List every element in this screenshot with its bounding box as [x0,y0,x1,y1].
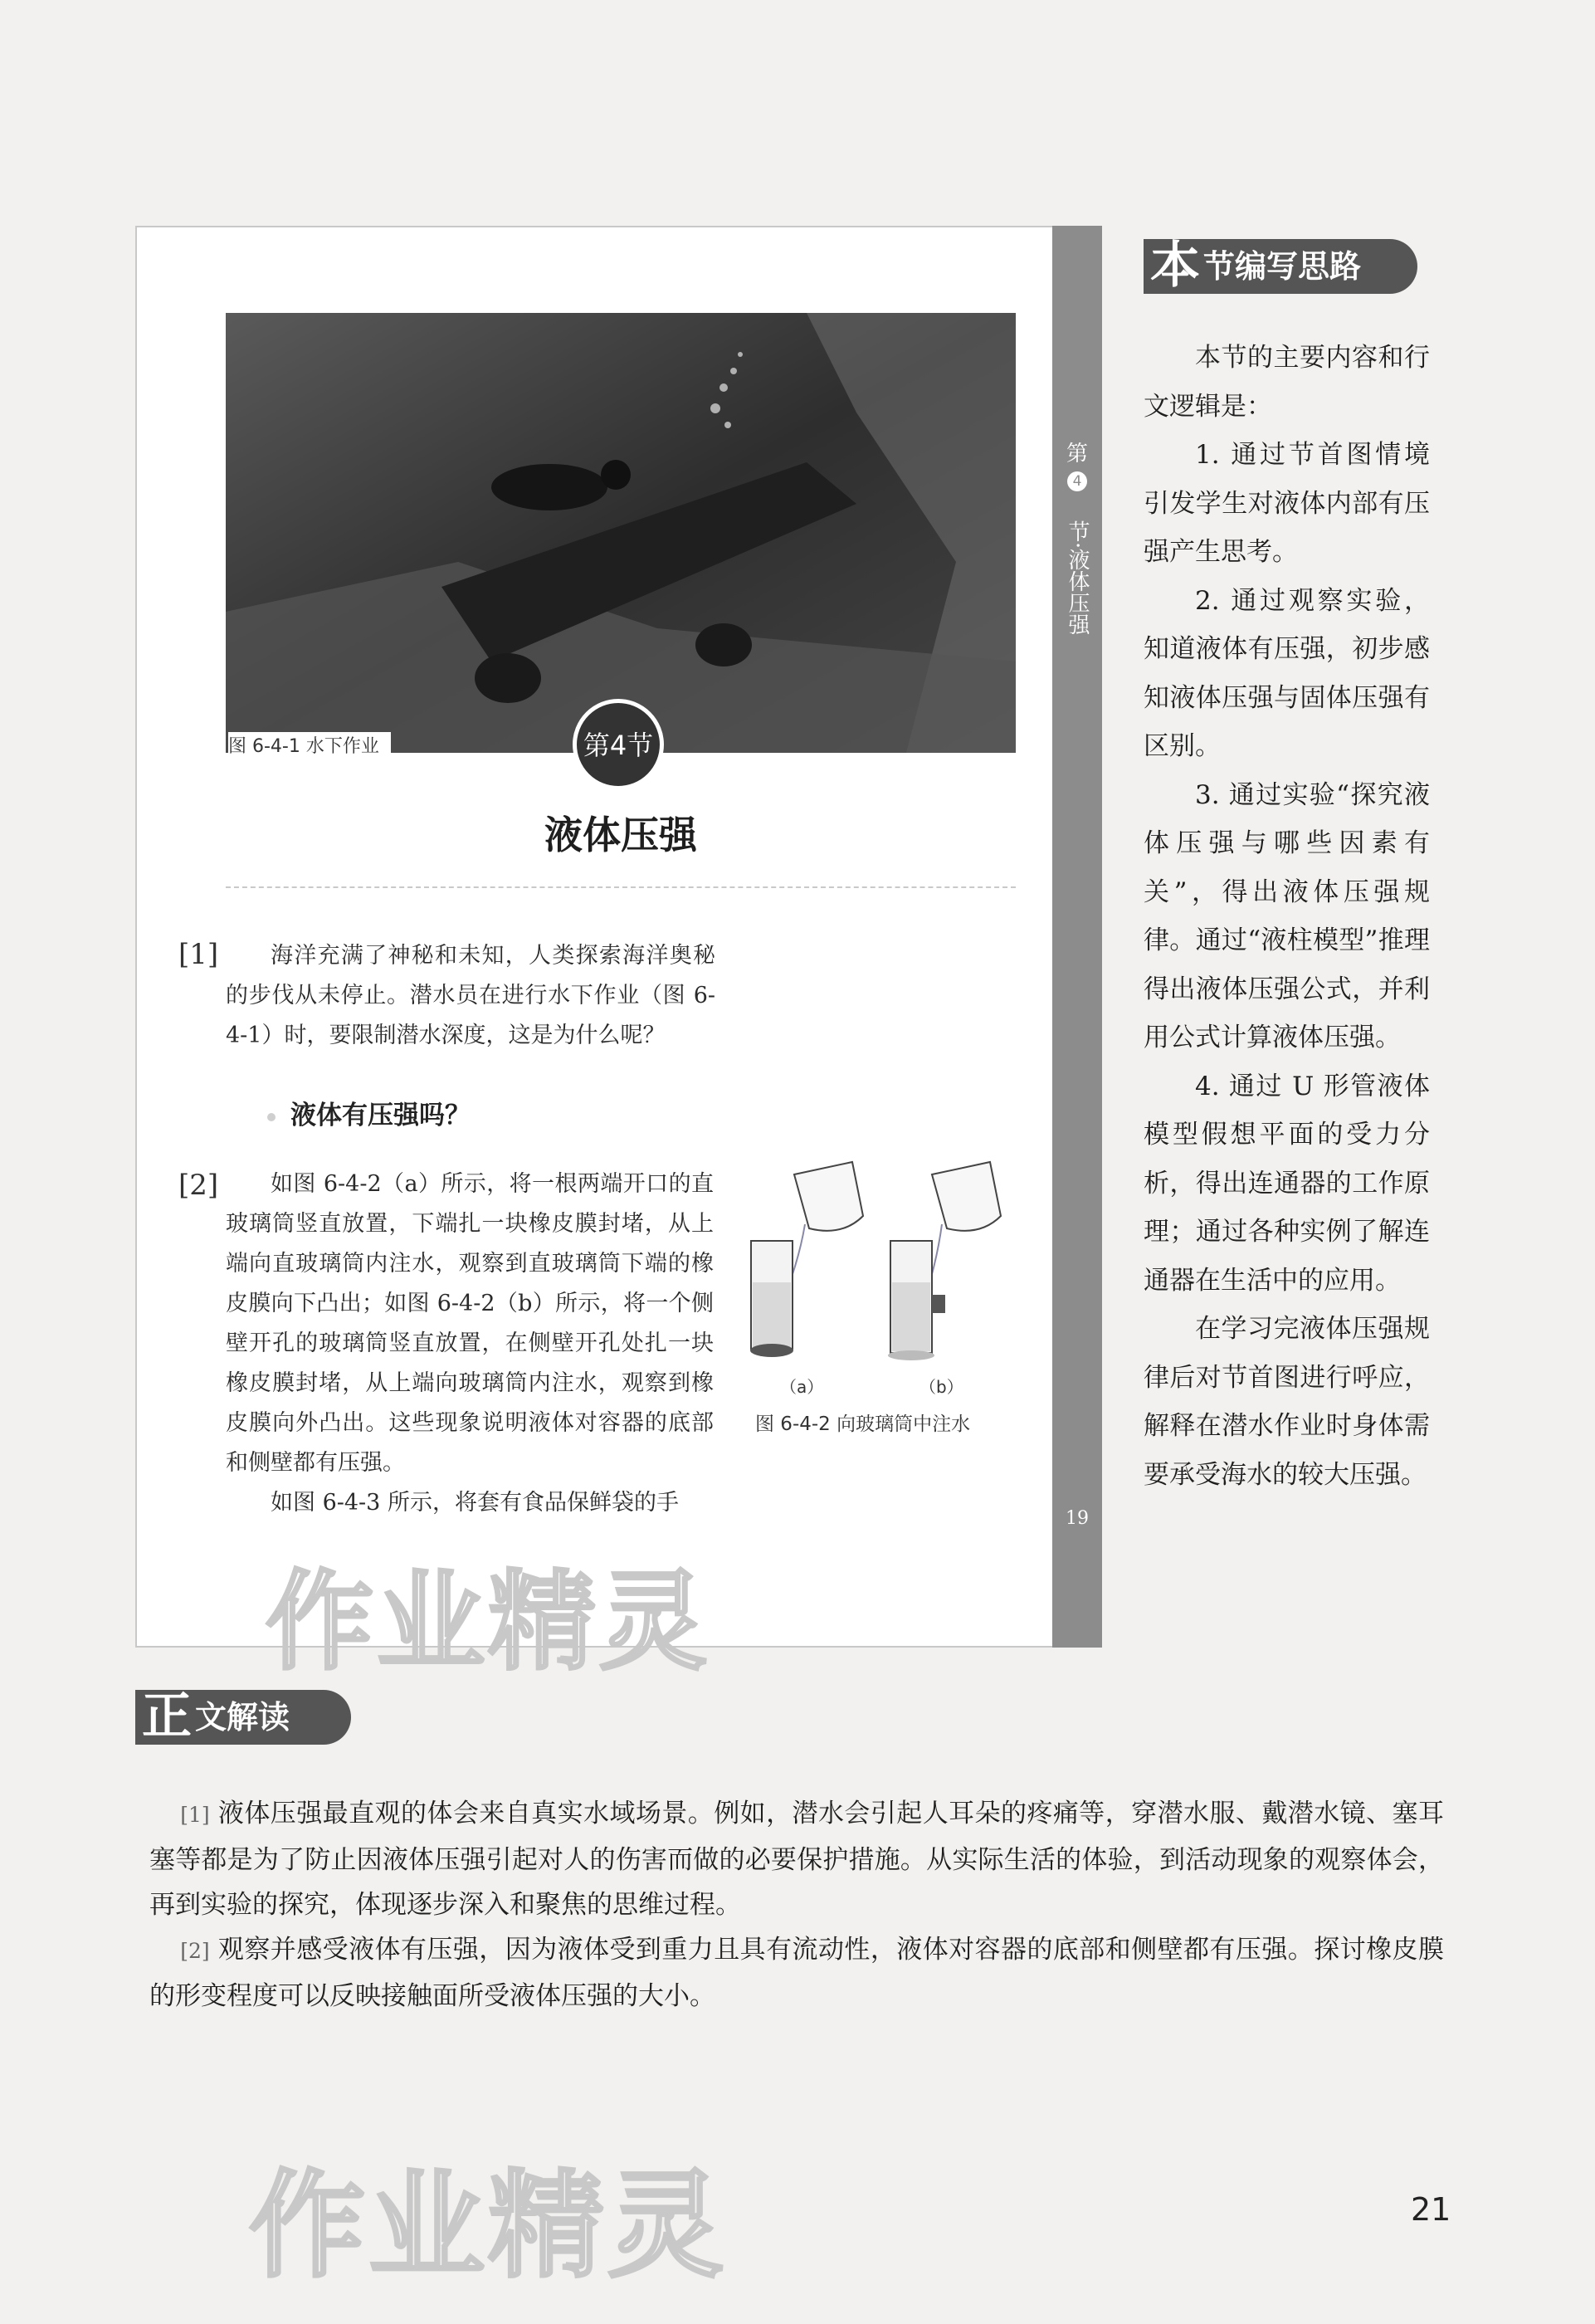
title-divider [226,886,1016,888]
text-interpretation-tag [135,1687,351,1745]
tag-title: 节编写思路 [1203,248,1362,285]
experiment-paragraph: 如图 6-4-2（a）所示，将一根两端开口的直玻璃筒竖直放置，下端扎一块橡皮膜封堵，从上端向直玻璃筒内注水，观察到直玻璃筒下端的橡皮膜向下凸出；如图 6-4-2（b）所示，将一个侧壁开孔的玻璃筒竖直放置，在侧壁开孔处扎一块橡皮膜封堵，从上端向玻璃筒内注水，观察到橡皮膜向外凸出。这些现象说明液体对容器的底部和侧壁都有压强。 [226,1171,714,1476]
section-title: 液体压强 [544,813,697,857]
sidebar-section-title [1052,442,1102,661]
figure-6-4-2-caption: 图 6-4-2 向玻璃筒中注水 [755,1413,971,1435]
approach-paragraph: 1. 通过节首图情境引发学生对液体内部有压强产生思考。 [1144,440,1430,567]
marker-2: [2] [178,1169,219,1202]
page-number: 21 [1411,2191,1451,2228]
watermark-bottom: 作业精灵 [249,2159,728,2294]
continued-paragraph: 如图 6-4-3 所示，将套有食品保鲜袋的手 [271,1490,679,1516]
subsection-heading-text: 液体有压强吗？ [290,1101,471,1130]
approach-paragraph: 本节的主要内容和行文逻辑是： [1144,343,1430,422]
interpretation-text [149,1791,1444,2019]
interpretation-item [149,1791,1444,1927]
figure-6-4-2-diagram [743,1158,1017,1399]
approach-paragraph: 3. 通过实验“探究液体压强与哪些因素有关”，得出液体压强规律。通过“液柱模型”推理得出液体压强公式，并利用公式计算液体压强。 [1144,779,1430,1052]
tag-big-char: 本 [1150,237,1200,295]
writing-approach-text [1144,334,1430,1499]
interpretation-body: 观察并感受液体有压强，因为液体受到重力且具有流动性，液体对容器的底部和侧壁都有压强。探讨橡皮膜的形变程度可以反映接触面所受液体压强的大小。 [149,1935,1444,2011]
approach-paragraph: 在学习完液体压强规律后对节首图进行呼应，解释在潜水作业时身体需要承受海水的较大压强。 [1144,1314,1430,1490]
tag-title: 文解读 [195,1699,290,1736]
section-number-badge [573,699,664,790]
subsection-heading [267,1094,471,1131]
interpretation-ref: [2] [180,1939,210,1963]
intro-paragraph: 海洋充满了神秘和未知，人类探索海洋奥秘的步伐从未停止。潜水员在进行水下作业（图 6-4-1）时，要限制潜水深度，这是为什么呢？ [226,943,715,1048]
interpretation-body: 液体压强最直观的体会来自真实水域场景。例如，潜水会引起人耳朵的疼痛等，穿潜水服、戴潜水镜、塞耳塞等都是为了防止因液体压强引起对人的伤害而做的必要保护措施。从实际生活的体验，到活动现象的观察体会，再到实验的探究，体现逐步深入和聚焦的思维过程。 [149,1799,1444,1920]
beaker-b-icon [932,1162,1001,1274]
bullet-dot [267,1113,276,1121]
tube-b-icon [888,1241,945,1360]
beaker-a-icon [793,1162,863,1274]
sidebar-title-pre: 第 [1066,442,1088,466]
tag-big-char: 正 [142,1687,192,1745]
marker-1: [1] [178,938,219,971]
section-badge-text: 第4节 [583,730,654,761]
approach-paragraph: 4. 通过 U 形管液体模型假想平面的受力分析，得出连通器的工作原理；通过各种实例了解连通器在生活中的应用。 [1144,1071,1430,1296]
interpretation-item [149,1927,1444,2019]
watermark-top: 作业精灵 [266,1559,711,1685]
sidebar-section-number: 4 [1067,471,1087,491]
chapter-sidebar [1052,226,1102,1648]
approach-paragraph: 2. 通过观察实验，知道液体有压强，初步感知液体压强与固体压强有区别。 [1144,585,1430,761]
figure-part-b-label: （b） [919,1377,963,1397]
figure-part-a-label: （a） [780,1377,824,1397]
sidebar-title-post: 节·液体压强 [1065,520,1090,636]
writing-approach-tag [1144,239,1417,294]
interpretation-ref: [1] [180,1803,210,1827]
underwater-diver-photo [226,313,1016,753]
figure-6-4-1-caption: 图 6-4-1 水下作业 [228,732,391,762]
sidebar-page-number: 19 [1066,1508,1089,1529]
tube-a-icon [750,1241,793,1357]
